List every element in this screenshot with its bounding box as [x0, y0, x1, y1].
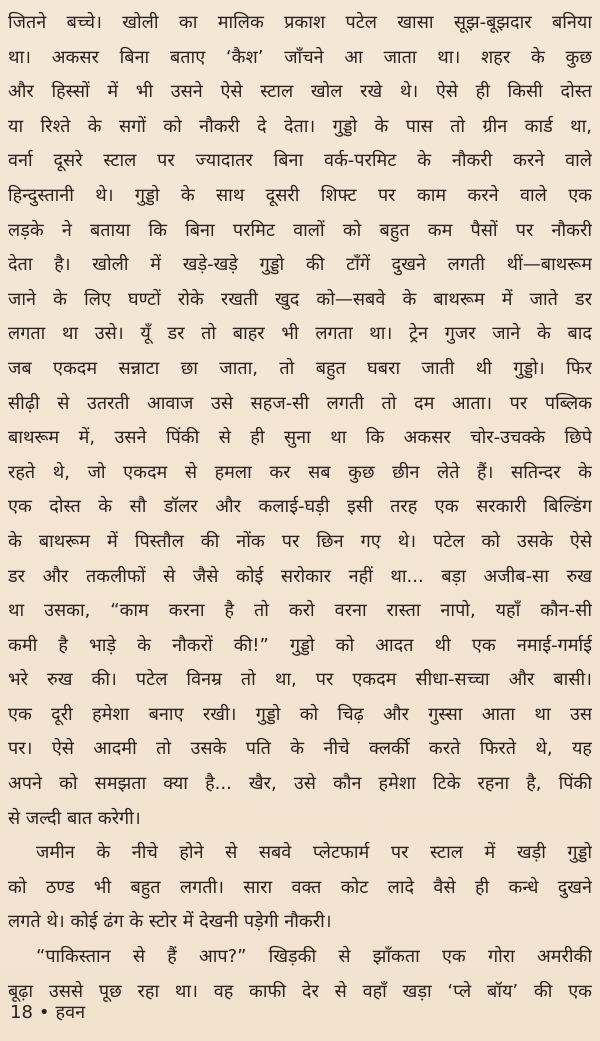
text-line: जाने के लिए घण्टों रोके रखती खुद को—सबवे के बाथरूम में जाते डर — [8, 288, 592, 310]
text-line: एक दोस्त के सौ डॉलर और कलाई-घड़ी इसी तरह एक सरकारी बिल्डिंग — [8, 496, 592, 518]
page-footer — [10, 1001, 85, 1025]
text-line: से जल्दी बात करेगी। — [8, 807, 141, 829]
text-line: था। अकसर बिना बताए ‘कैश’ जाँचने आ जाता था। शहर के कुछ — [8, 46, 592, 68]
text-line: “पाकिस्तान से हैं आप?” खिड़की से झाँकता एक गोरा अमरीकी — [36, 946, 592, 968]
text-line: एक दूरी हमेशा बनाए रखी। गुड्डो को चिढ़ और गुस्सा आता था उस — [8, 703, 592, 725]
text-line: जितने बच्चे। खोली का मालिक प्रकाश पटेल खासा सूझ-बूझदार बनिया — [8, 12, 592, 33]
text-line: के बाथरूम में पिस्तौल की नोंक पर छिन गए थे। पटेल को उसके ऐसे — [8, 530, 592, 552]
text-line: रहते थे, जो एकदम से हमला कर सब कुछ छीन लेते हैं। सतिन्दर के — [8, 461, 592, 483]
page-number: 18 — [10, 1002, 33, 1023]
text-line: को ठण्ड भी बहुत लगती। सारा वक्त कोट लादे वैसे ही कन्धे दुखने — [8, 876, 592, 898]
text-line: बाथरूम में, उसने पिंकी से ही सुना था कि अकसर चोर-उचक्के छिपे — [8, 427, 592, 449]
text-line: डर और तकलीफों से जैसे कोई सरोकार नहीं था... बड़ा अजीब-सा रुख — [8, 565, 592, 587]
bullet-separator: • — [38, 1002, 50, 1023]
text-line: सीढ़ी से उतरती आवाज उसे सहज-सी लगती तो दम आता। पर पब्लिक — [8, 392, 592, 414]
body-text — [8, 6, 592, 1009]
text-line: जब एकदम सन्नाटा छा जाता, तो बहुत घबरा जाती थी गुड्डो। फिर — [8, 357, 592, 379]
text-line: लड़के ने बताया कि बिना परमिट वालों को बहुत कम पैसों पर नौकरी — [8, 219, 592, 241]
text-line: पर। ऐसे आदमी तो उसके पति के नीचे क्लर्की करते फिरते थे, यह — [8, 738, 592, 760]
text-line: वर्ना दूसरे स्टाल पर ज्यादातर बिना वर्क-परमिट के नौकरी करने वाले — [8, 150, 592, 172]
text-line: लगता था उसे। यूँ डर तो बाहर भी लगता था। ट्रेन गुजर जाने के बाद — [8, 323, 592, 345]
text-line: था उसका, “काम करना है तो करो वरना रास्ता नापो, यहाँ कौन-सी — [8, 600, 592, 622]
text-line: जमीन के नीचे होने से सबवे प्लेटफार्म पर स्टाल में खड़ी गुड्डो — [36, 842, 592, 864]
book-title: हवन — [55, 1002, 86, 1023]
text-line: भरे रुख की। पटेल विनम्र तो था, पर एकदम सीधा-सच्चा और बासी। — [8, 669, 592, 691]
text-line: देता है। खोली में खड़े-खड़े गुड्डो की टाँगें दुखने लगती थीं—बाथरूम — [8, 254, 592, 276]
text-line: अपने को समझता क्या है... खैर, उसे कौन हमेशा टिके रहना है, पिंकी — [8, 773, 592, 795]
text-line: लगते थे। कोई ढंग के स्टोर में देखनी पड़ेगी नौकरी। — [8, 911, 332, 933]
text-line: कमी है भाड़े के नौकरों की!” गुड्डो को आदत थी एक नमाई-गर्माई — [8, 634, 592, 656]
text-line: बूढ़ा उससे पूछ रहा था। वह काफी देर से वहाँ खड़ा ‘प्ले बॉय’ की एक — [8, 980, 592, 1002]
text-line: हिन्दुस्तानी थे। गुड्डो के साथ दूसरी शिफ्ट पर काम करने वाले एक — [8, 184, 592, 206]
text-line: या रिश्ते के सगों को नौकरी दे देता। गुड्डो के पास तो ग्रीन कार्ड था, — [8, 115, 592, 137]
text-line: और हिस्सों में भी उसने ऐसे स्टाल खोल रखे थे। ऐसे ही किसी दोस्त — [8, 81, 592, 103]
